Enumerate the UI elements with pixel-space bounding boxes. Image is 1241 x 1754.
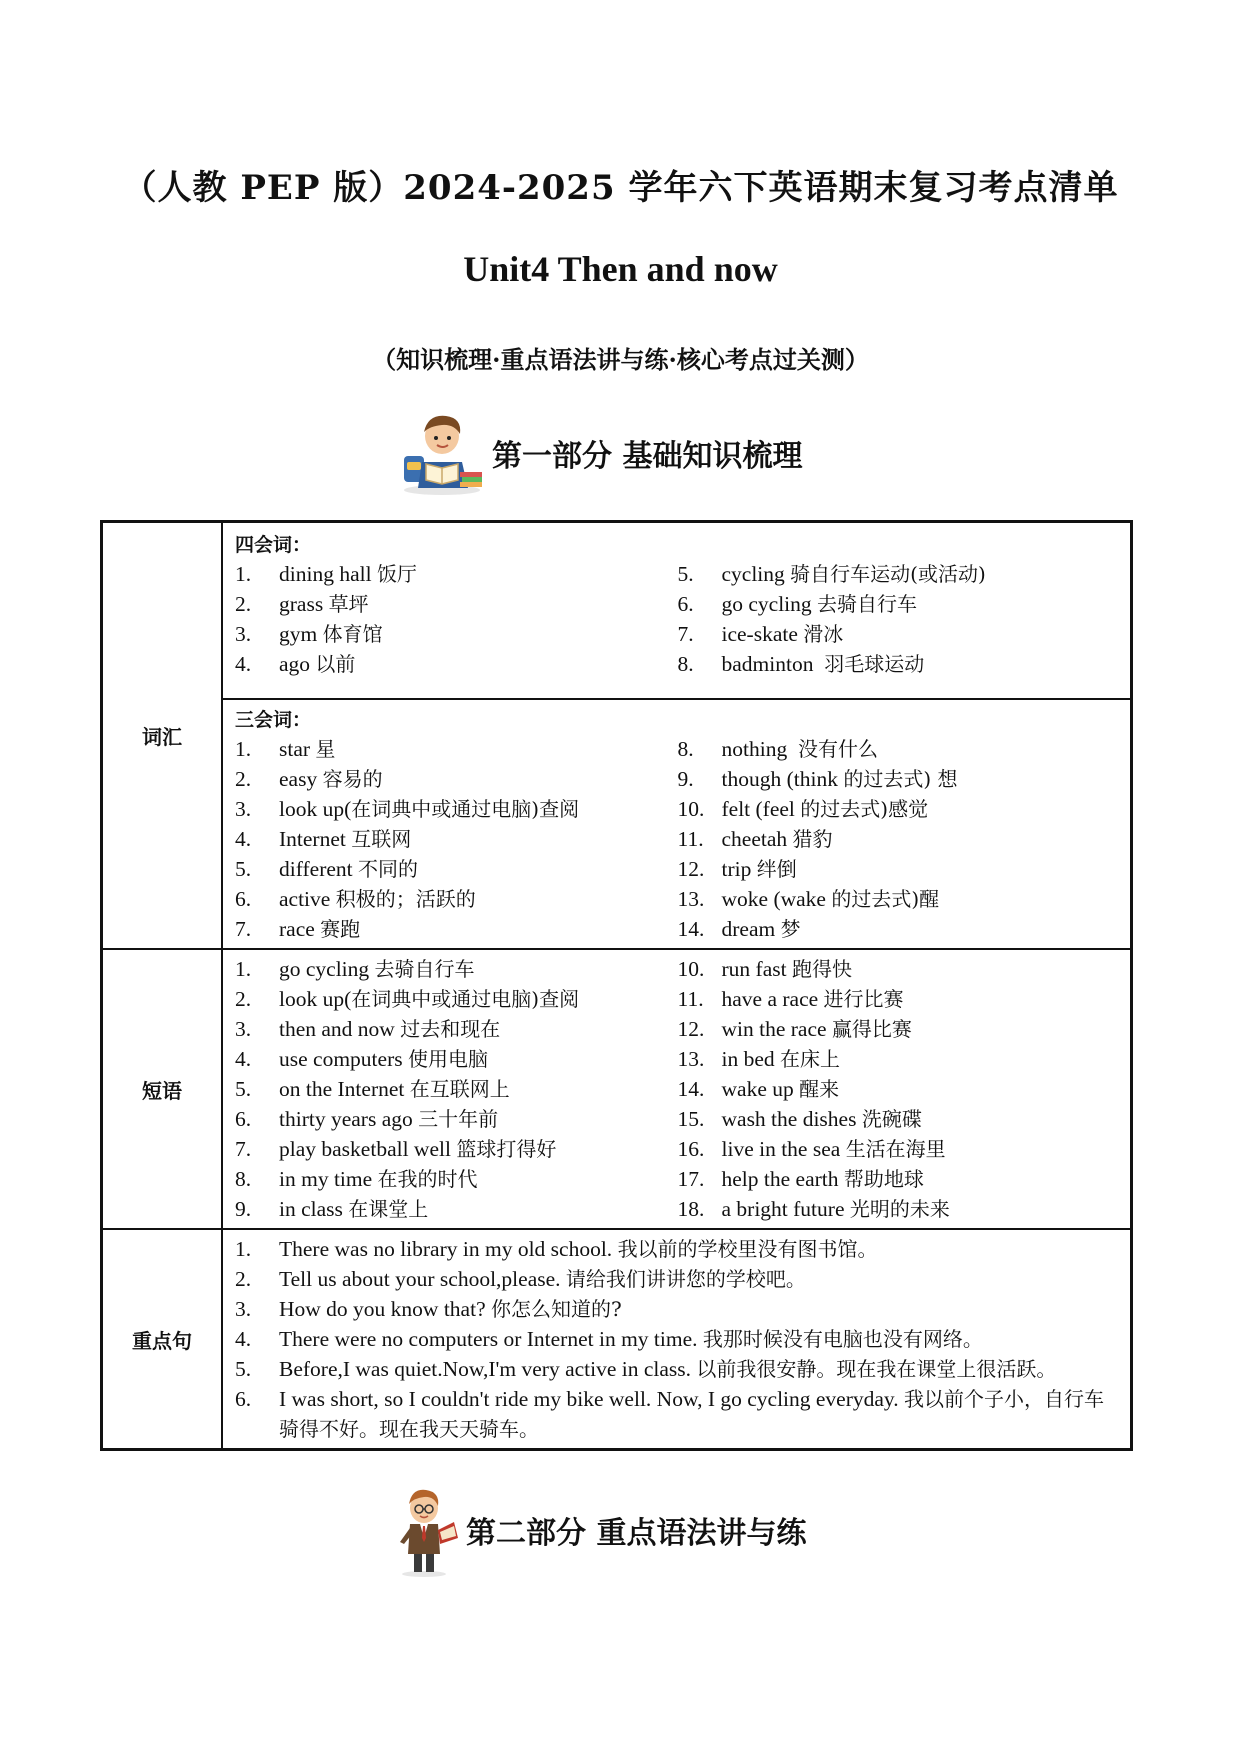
list-item: 7. race 赛跑 [235,917,361,941]
four-right-column [678,559,1121,679]
list-item: 1. go cycling 去骑自行车 [235,957,475,981]
phrases-row [102,949,1132,1229]
list-item: 15. wash the dishes 洗碗碟 [677,1107,922,1131]
sentences-category: 重点句 [102,1229,223,1450]
sentences-row [102,1229,1132,1450]
list-item: 18. a bright future 光明的未来 [677,1197,950,1221]
three-left-column [235,734,678,944]
part1-title: 第一部分 基础知识梳理 [492,439,803,474]
three-skill-title: 三会词： [235,709,312,731]
part2-title: 第二部分 重点语法讲与练 [466,1516,807,1551]
four-skill-words [223,523,1130,698]
list-item: 5. different 不同的 [235,857,418,881]
list-item: 6. go cycling 去骑自行车 [677,592,918,616]
list-item: 11. cheetah 猎豹 [677,827,833,851]
four-skill-title: 四会词： [235,534,312,556]
list-item: 3. then and now 过去和现在 [235,1017,501,1041]
list-item: 8. nothing 没有什么 [677,737,878,761]
part2-heading [392,1482,806,1578]
list-item: 1. star 星 [235,737,336,761]
part1-heading [398,410,802,496]
list-item: 8. badminton 羽毛球运动 [677,652,925,676]
document-subtitle: （知识梳理·重点语法讲与练·核心考点过关测） [372,345,869,374]
list-item: 3. look up( 在词典中或通过电脑)查阅 [235,797,580,821]
list-item: 4. use computers 使用电脑 [235,1047,488,1071]
four-left-column [235,559,678,679]
list-item: 17. help the earth 帮助地球 [677,1167,924,1191]
list-item: 7. play basketball well 篮球打得好 [235,1137,557,1161]
list-item: 6. active 积极的；活跃的 [235,887,476,911]
three-skill-words [223,700,1130,948]
list-item: 10. run fast 跑得快 [677,957,852,981]
list-item: 2. grass 草坪 [235,592,369,616]
list-item: 11. have a race 进行比赛 [677,987,904,1011]
unit-title: Unit4 Then and now [463,249,778,289]
phrases-category: 短语 [102,949,223,1229]
list-item: 14. dream 梦 [677,917,801,941]
key-sentence: 1. There was no library in my old school. 我以前的学校里没有图书馆。 [235,1237,878,1261]
list-item: 14. wake up 醒来 [677,1077,840,1101]
list-item: 16. live in the sea 生活在海里 [677,1137,946,1161]
key-sentence: 4. There were no computers or Internet in my time. 我那时候没有电脑也没有网络。 [235,1327,983,1351]
list-item: 1. dining hall 饭厅 [235,562,417,586]
list-item: 9. though (think 的过去式) 想 [677,767,958,791]
list-item: 6. thirty years ago 三十年前 [235,1107,499,1131]
list-item: 5. on the Internet 在互联网上 [235,1077,510,1101]
key-sentence: 3. How do you know that? 你怎么知道的? [235,1297,622,1321]
vocab-content [222,522,1132,950]
list-item: 7. ice-skate 滑冰 [677,622,844,646]
list-item: 12. win the race 赢得比赛 [677,1017,912,1041]
summary-table [100,520,1133,1451]
list-item: 12. trip 绊倒 [677,857,797,881]
list-item: 5. cycling 骑自行车运动(或活动) [677,562,986,586]
list-item: 3. gym 体育馆 [235,622,383,646]
three-right-column [678,734,1121,944]
vocab-row [102,522,1132,950]
list-item: 13. in bed 在床上 [677,1047,841,1071]
phrases-left-column [235,954,678,1224]
list-item: 9. in class 在课堂上 [235,1197,429,1221]
phrases-right-column [678,954,1121,1224]
list-item: 2. look up( 在词典中或通过电脑)查阅 [235,987,580,1011]
reading-boy-illustration [398,410,486,496]
sentences-content [222,1229,1132,1450]
vocab-category: 词汇 [102,522,223,950]
list-item: 13. woke (wake 的过去式)醒 [677,887,940,911]
teacher-boy-illustration [392,1482,462,1578]
key-sentence: 5. Before,I was quiet.Now,I'm very active in class. 以前我很安静。现在我在课堂上很活跃。 [235,1357,1057,1381]
list-item: 8. in my time 在我的时代 [235,1167,478,1191]
list-item: 4. ago 以前 [235,652,356,676]
key-sentence: 2. Tell us about your school,please. 请给我们讲讲您的学校吧。 [235,1267,806,1291]
list-item: 10. felt (feel 的过去式)感觉 [677,797,929,821]
phrases-content [222,949,1132,1229]
list-item: 4. Internet 互联网 [235,827,412,851]
list-item: 2. easy 容易的 [235,767,383,791]
document-title: （人教 PEP 版）2024-2025 学年六下英语期末复习考点清单 [122,168,1119,208]
key-sentence: 6. I was short, so I couldn't ride my bike well. Now, I go cycling everyday. 我以前个子小，自行车骑得不好。现在我天天骑车。 [235,1387,1105,1441]
